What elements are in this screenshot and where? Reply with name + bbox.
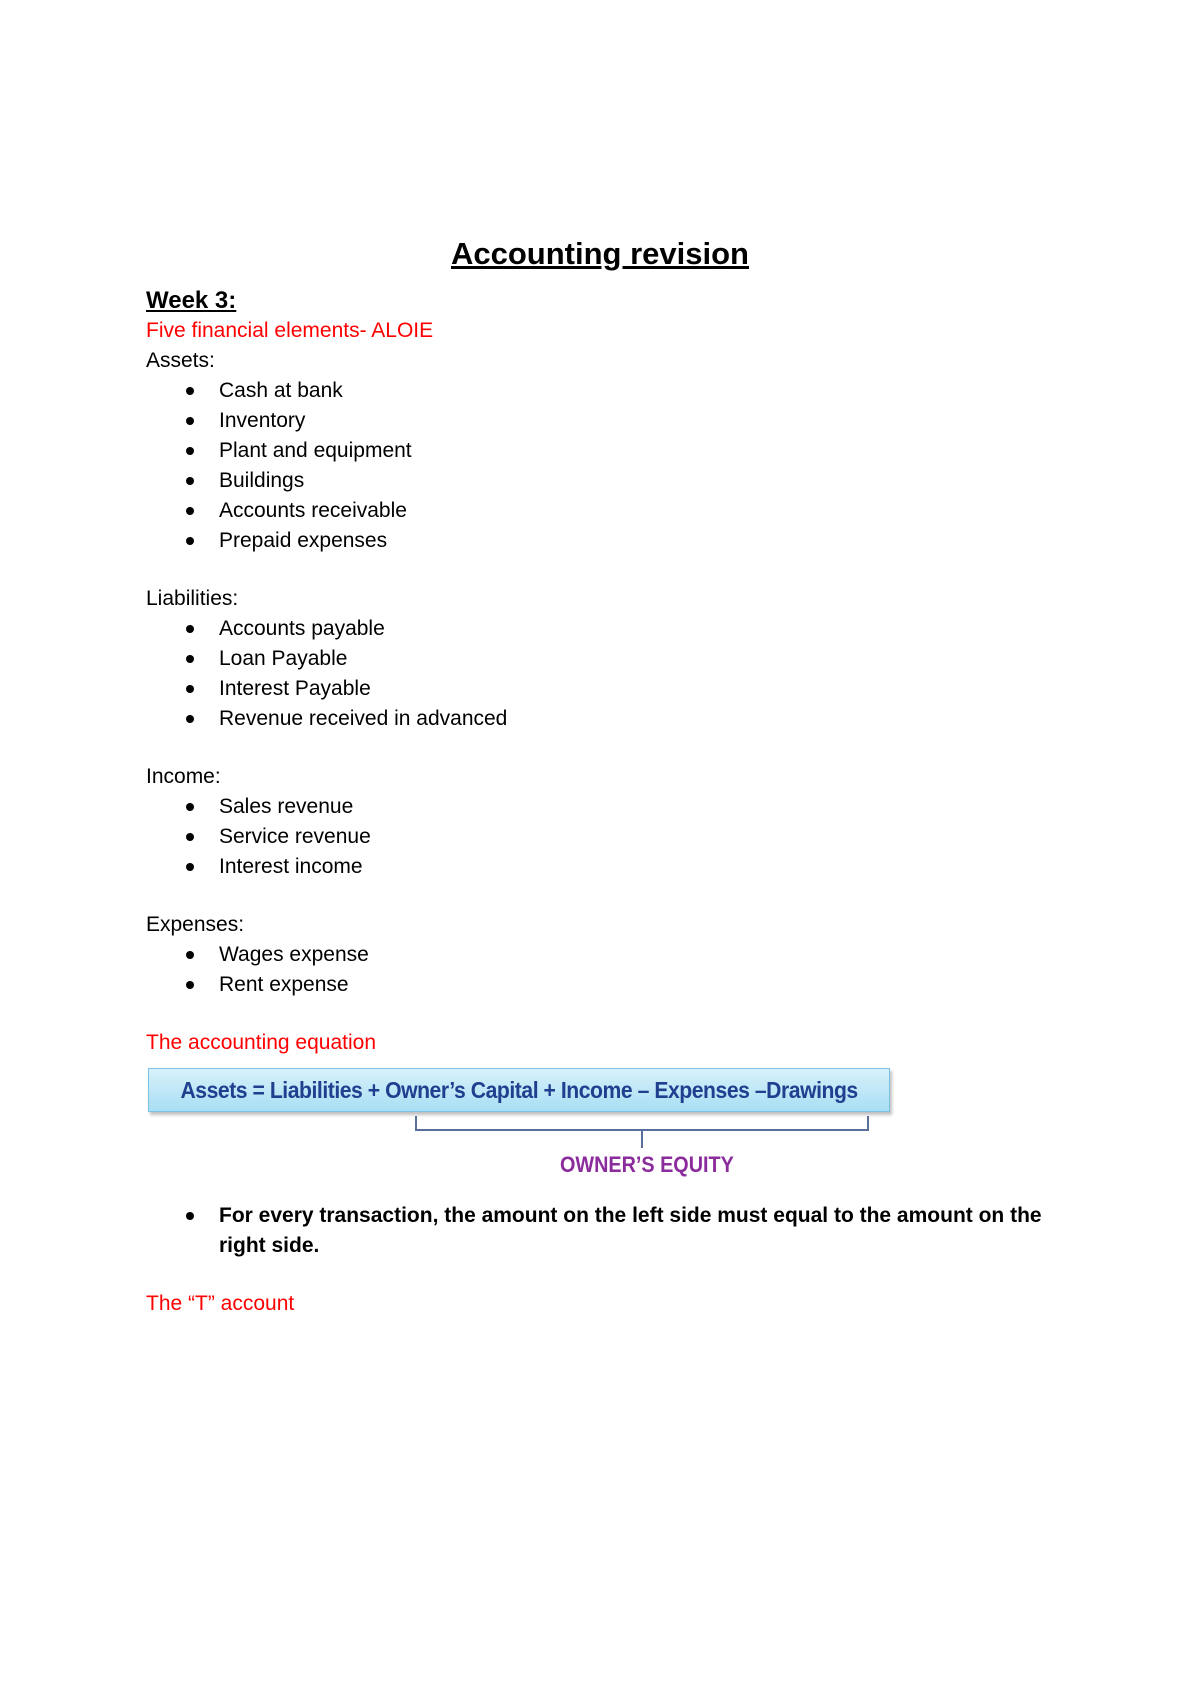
expenses-heading: Expenses: <box>146 913 245 936</box>
list-item: Service revenue <box>146 822 1076 852</box>
equation-heading: The accounting equation <box>146 1031 377 1054</box>
page-title: Accounting revision <box>451 236 749 271</box>
assets-heading: Assets: <box>146 349 215 372</box>
expenses-list <box>146 940 1076 1000</box>
owners-equity-label: OWNER’S EQUITY <box>560 1152 734 1177</box>
list-item: Accounts payable <box>146 614 1076 644</box>
liabilities-list <box>146 614 1076 734</box>
elements-heading: Five financial elements- ALOIE <box>146 319 434 342</box>
week-heading: Week 3: <box>146 287 237 314</box>
list-item: Revenue received in advanced <box>146 704 1076 734</box>
equation-box <box>148 1068 890 1112</box>
list-item: Rent expense <box>146 970 1076 1000</box>
list-item: Accounts receivable <box>146 496 1076 526</box>
list-item: Interest Payable <box>146 674 1076 704</box>
income-list <box>146 792 1076 882</box>
list-item: Buildings <box>146 466 1076 496</box>
owners-equity-bracket <box>146 1114 896 1154</box>
accounting-equation-figure <box>146 1066 896 1191</box>
equation-formula: Assets = Liabilities + Owner’s Capital + Income – Expenses –Drawings <box>180 1076 858 1103</box>
t-account-heading: The “T” account <box>146 1292 295 1315</box>
liabilities-heading: Liabilities: <box>146 587 239 610</box>
document-body <box>146 286 1076 1319</box>
equation-note: For every transaction, the amount on the left side must equal to the amount on the right side. <box>146 1201 1076 1261</box>
list-item: Wages expense <box>146 940 1076 970</box>
list-item: Sales revenue <box>146 792 1076 822</box>
income-heading: Income: <box>146 765 221 788</box>
list-item: Cash at bank <box>146 376 1076 406</box>
list-item: Prepaid expenses <box>146 526 1076 556</box>
list-item: Interest income <box>146 852 1076 882</box>
assets-list <box>146 376 1076 556</box>
list-item: Loan Payable <box>146 644 1076 674</box>
equation-note-list <box>146 1201 1076 1261</box>
list-item: Inventory <box>146 406 1076 436</box>
list-item: Plant and equipment <box>146 436 1076 466</box>
